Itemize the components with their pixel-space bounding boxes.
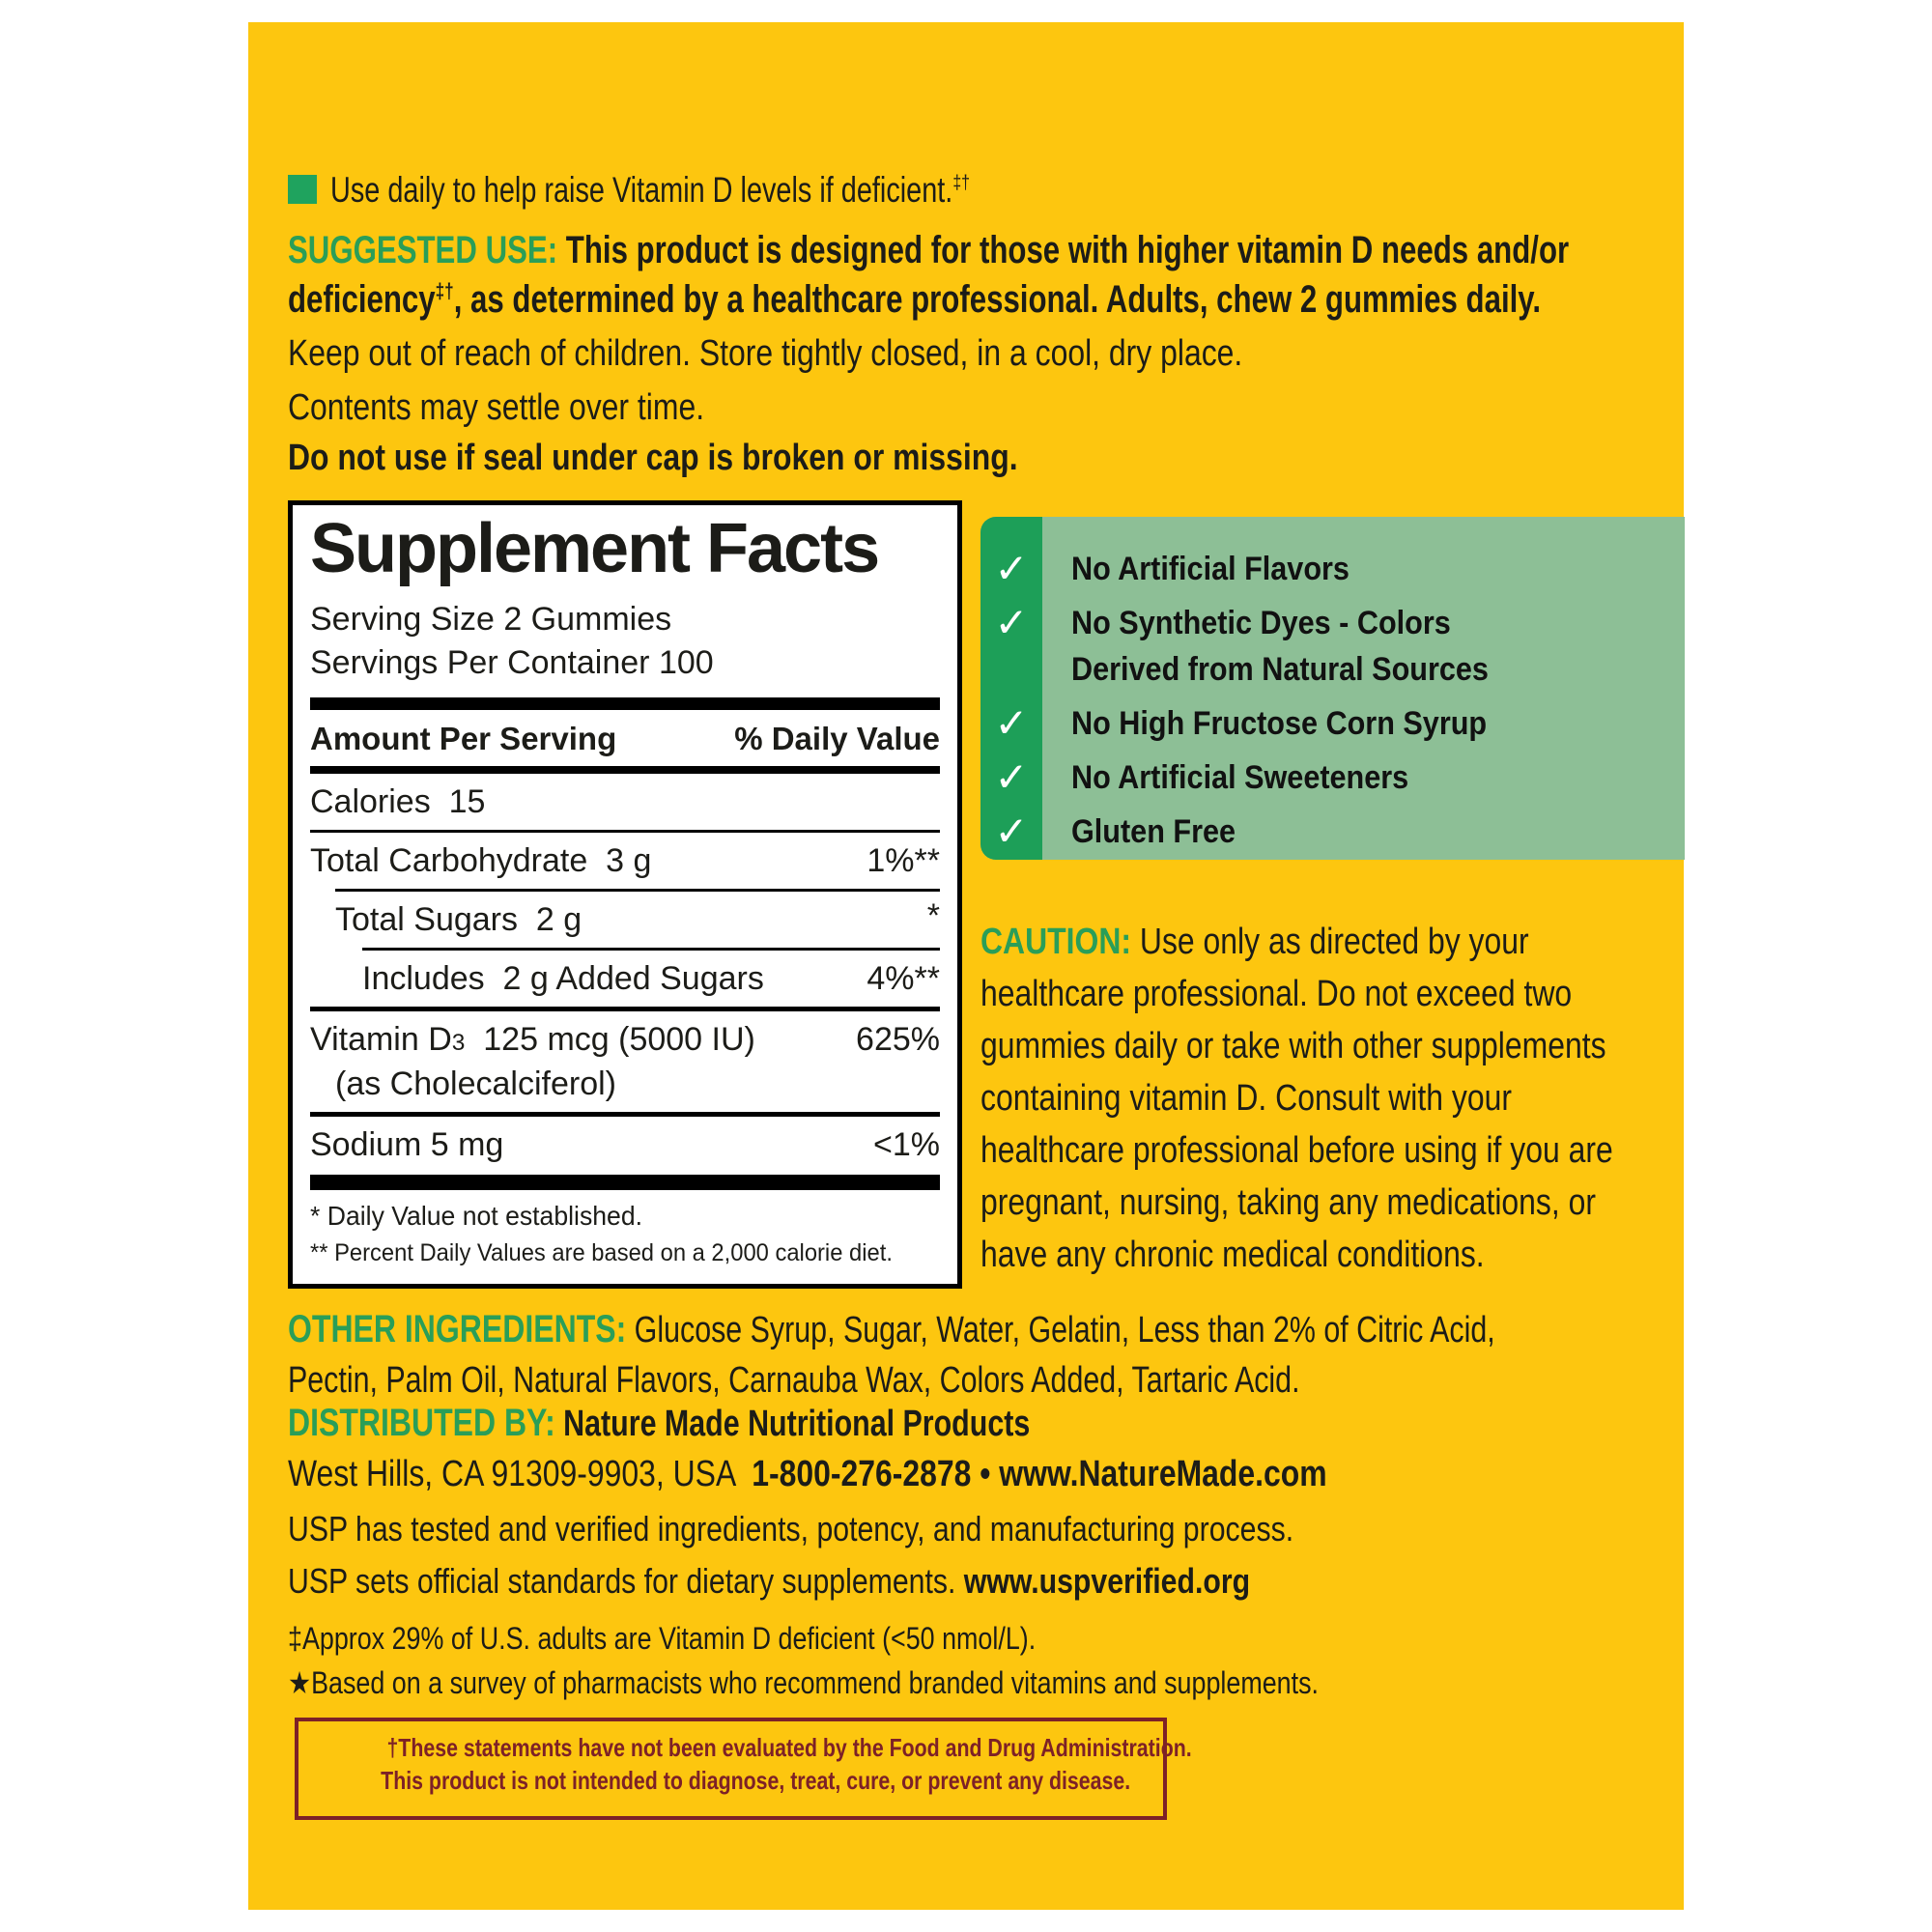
usp-line-1: USP has tested and verified ingredients, potency, and manufacturing process. [288,1509,1294,1548]
other-ingredients-paragraph: OTHER INGREDIENTS: Glucose Syrup, Sugar, Water, Gelatin, Less than 2% of Citric Acid, Pectin, Palm Oil, Natural Flavors, Carnauba Wax, Colors Added, Tartaric Acid. [288,1308,1495,1401]
d3-subscript: 3 [451,1030,466,1056]
checklist-item: ✓ No Artificial Sweeteners [980,754,1685,801]
storage-instructions: Keep out of reach of children. Store tightly closed, in a cool, dry place. [288,333,1243,374]
thick-rule [310,697,940,710]
usp-verification-section [288,1503,1485,1607]
supplement-facts-title: Supplement Facts [310,510,879,587]
suggested-use-paragraph [288,226,1930,325]
star-footnote: ★Based on a survey of pharmacists who recommend branded vitamins and supplements. [288,1665,1319,1700]
supplement-facts-panel [288,500,962,1289]
checklist-item: ✓ No Artificial Flavors [980,546,1685,592]
facts-row-sodium: Sodium 5 mg <1% [310,1126,940,1163]
other-ingredients-heading: OTHER INGREDIENTS: [288,1308,627,1350]
checkmark-icon: ✓ [994,754,1029,800]
facts-row-added-sugars: Includes 2 g Added Sugars 4%** [362,960,940,997]
facts-row-vitamin-d3: Vitamin D3 125 mcg (5000 IU) (as Cholecalciferol) 625% [310,1021,940,1102]
benefit-text: Use daily to help raise Vitamin D levels if deficient.‡† [330,170,970,210]
facts-footnote-2: ** Percent Daily Values are based on a 2,000 calorie diet. [310,1239,893,1266]
facts-row-total-sugars: Total Sugars 2 g * [335,897,940,938]
seal-warning: Do not use if seal under cap is broken or missing. [288,438,1018,478]
daily-value-header: % Daily Value [734,721,940,756]
checklist-item: ✓ No High Fructose Corn Syrup [980,700,1685,747]
checkmark-icon: ✓ [994,600,1029,645]
distributed-by-heading: DISTRIBUTED BY: [288,1402,555,1444]
benefits-checklist-panel [980,517,1685,860]
fda-disclaimer-box [295,1718,1192,1820]
fda-disclaimer-line2: This product is not intended to diagnose, treat, cure, or prevent any disease. [381,1766,1131,1795]
checklist-rows [980,517,1685,855]
phone-and-website: 1-800-276-2878 • www.NatureMade.com [752,1454,1327,1494]
checkmark-icon: ✓ [994,700,1029,746]
suggested-use-line2-rest: , as determined by a healthcare professional. Adults, chew 2 gummies daily. [453,278,1542,321]
usp-line-2: USP sets official standards for dietary supplements. [288,1561,964,1601]
vitamin-d3-source: (as Cholecalciferol) [335,1065,616,1102]
facts-header-row [310,710,940,766]
facts-row-total-carbohydrate: Total Carbohydrate 3 g 1%** [310,842,940,879]
amount-per-serving-header: Amount Per Serving [310,721,617,756]
caution-paragraph: CAUTION: Use only as directed by your healthcare professional. Do not exceed two gummies daily or take with other supplements containing vitamin D. Consult with your healthcare professional before using if you are pregnant, nursing, taking any medications, or have any chronic medical conditions. [980,922,1613,1275]
green-square-bullet-icon [288,175,317,204]
checkmark-icon: ✓ [994,809,1029,854]
checklist-item: ✓ No Synthetic Dyes - Colors Derived from Natural Sources [980,600,1685,693]
company-name: Nature Made Nutritional Products [554,1404,1031,1444]
usp-website: www.uspverified.org [963,1561,1251,1601]
facts-row-calories: Calories 15 [310,783,486,820]
checklist-item: ✓ Gluten Free [980,809,1685,855]
checkmark-icon: ✓ [994,546,1029,591]
servings-per-container: Servings Per Container 100 [310,644,714,681]
suggested-use-line1: This product is designed for those with higher vitamin D needs and/or [557,229,1570,271]
facts-footnote-1: * Daily Value not established. [310,1201,643,1231]
thick-rule [310,1175,940,1190]
company-address: West Hills, CA 91309-9903, USA [288,1454,753,1494]
benefit-bullet-row [288,170,1151,211]
footnote-marks: ‡† [435,278,454,303]
distributed-by-section [288,1398,1525,1499]
fda-disclaimer-line1: †These statements have not been evaluated by the Food and Drug Administration. [386,1733,1192,1762]
suggested-use-heading: SUGGESTED USE: [288,229,558,271]
serving-size: Serving Size 2 Gummies [310,601,672,638]
dagger-footnote: ‡Approx 29% of U.S. adults are Vitamin D deficient (<50 nmol/L). [288,1621,1037,1656]
caution-heading: CAUTION: [980,922,1132,962]
footnote-marks: ‡† [952,172,970,194]
suggested-use-line2-pre: deficiency [288,278,436,321]
medium-rule [310,766,940,774]
settle-note: Contents may settle over time. [288,387,705,428]
